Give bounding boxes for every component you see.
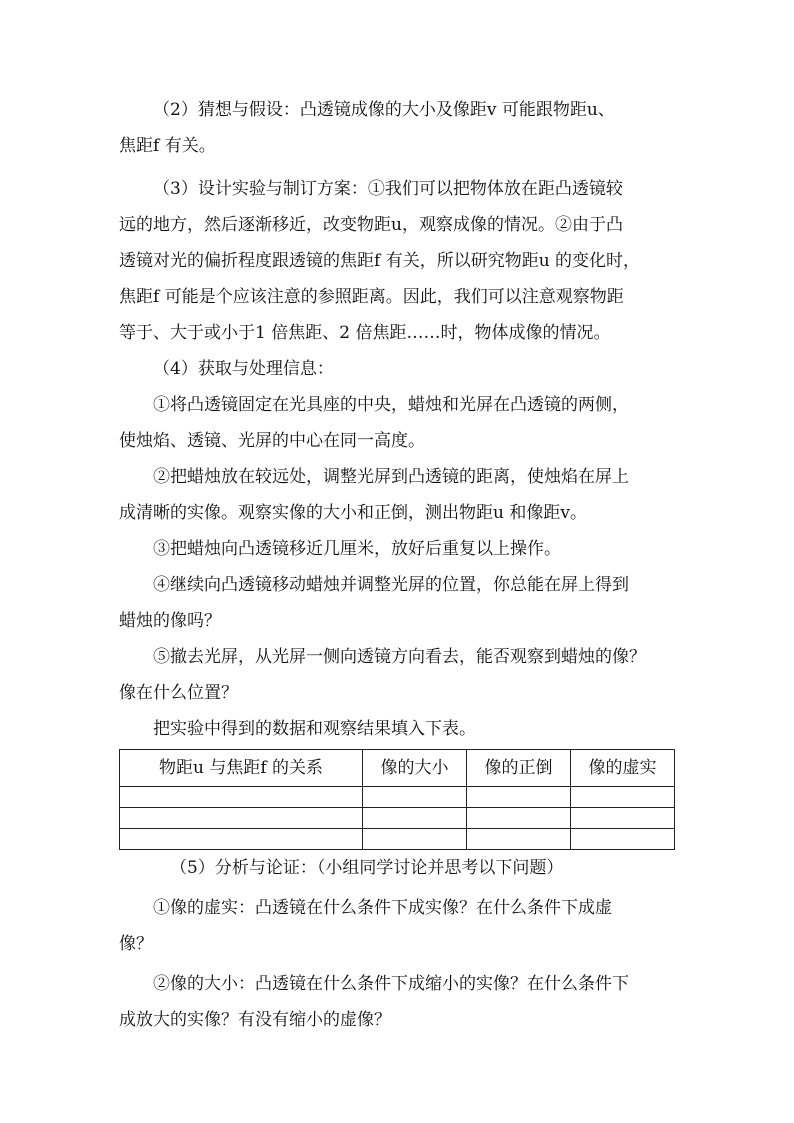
design-line-4: 焦距f 可能是个应该注意的参照距离。因此，我们可以注意观察物距 — [119, 287, 624, 307]
table-cell[interactable] — [363, 787, 467, 808]
table-row — [120, 829, 675, 850]
step-2-line-2: 成清晰的实像。观察实像的大小和正倒，测出物距u 和像距v。 — [119, 503, 587, 523]
analysis-title: （5）分析与论证：（小组同学讨论并思考以下问题） — [170, 858, 564, 878]
table-row — [120, 787, 675, 808]
header-image-type: 像的虚实 — [571, 750, 675, 787]
hypothesis-line-1: （2）猜想与假设：凸透镜成像的大小及像距v 可能跟物距u、 — [153, 100, 615, 120]
question-1-line-2: 像？ — [119, 934, 153, 954]
table-cell[interactable] — [363, 829, 467, 850]
table-cell[interactable] — [120, 808, 363, 829]
observation-table — [119, 749, 675, 850]
step-1-line-2: 使烛焰、透镜、光屏的中心在同一高度。 — [119, 431, 425, 451]
header-distance-relation: 物距u 与焦距f 的关系 — [120, 750, 363, 787]
table-cell[interactable] — [467, 808, 571, 829]
fill-table-instruction: 把实验中得到的数据和观察结果填入下表。 — [153, 719, 476, 739]
step-4-line-1: ④继续向凸透镜移动蜡烛并调整光屏的位置，你总能在屏上得到 — [153, 575, 629, 595]
step-5-line-1: ⑤撤去光屏，从光屏一侧向透镜方向看去，能否观察到蜡烛的像？ — [153, 647, 646, 667]
table-cell[interactable] — [363, 808, 467, 829]
table-cell[interactable] — [120, 787, 363, 808]
table-header-row — [120, 750, 675, 787]
design-line-5: 等于、大于或小于1 倍焦距、2 倍焦距……时，物体成像的情况。 — [119, 323, 611, 343]
table-cell[interactable] — [467, 829, 571, 850]
step-5-line-2: 像在什么位置？ — [119, 683, 238, 703]
step-2-line-1: ②把蜡烛放在较远处，调整光屏到凸透镜的距离，使烛焰在屏上 — [153, 467, 629, 487]
design-line-3: 透镜对光的偏折程度跟透镜的焦距f 有关，所以研究物距u 的变化时， — [119, 251, 641, 271]
step-3: ③把蜡烛向凸透镜移近几厘米，放好后重复以上操作。 — [153, 539, 561, 559]
process-title: （4）获取与处理信息： — [153, 359, 334, 379]
question-2-line-2: 成放大的实像？有没有缩小的虚像？ — [119, 1010, 391, 1030]
table-cell[interactable] — [571, 808, 675, 829]
header-image-size: 像的大小 — [363, 750, 467, 787]
question-1-line-1: ①像的虚实：凸透镜在什么条件下成实像？在什么条件下成虚 — [153, 898, 612, 918]
table-row — [120, 808, 675, 829]
table-cell[interactable] — [571, 787, 675, 808]
design-line-2: 远的地方，然后逐渐移近，改变物距u，观察成像的情况。②由于凸 — [119, 215, 623, 235]
header-image-orientation: 像的正倒 — [467, 750, 571, 787]
hypothesis-line-2: 焦距f 有关。 — [119, 136, 216, 156]
step-4-line-2: 蜡烛的像吗？ — [119, 611, 221, 631]
step-1-line-1: ①将凸透镜固定在光具座的中央，蜡烛和光屏在凸透镜的两侧， — [153, 395, 629, 415]
question-2-line-1: ②像的大小：凸透镜在什么条件下成缩小的实像？在什么条件下 — [153, 974, 629, 994]
table-cell[interactable] — [120, 829, 363, 850]
table-cell[interactable] — [467, 787, 571, 808]
table-cell[interactable] — [571, 829, 675, 850]
design-line-1: （3）设计实验与制订方案：①我们可以把物体放在距凸透镜较 — [153, 179, 623, 199]
